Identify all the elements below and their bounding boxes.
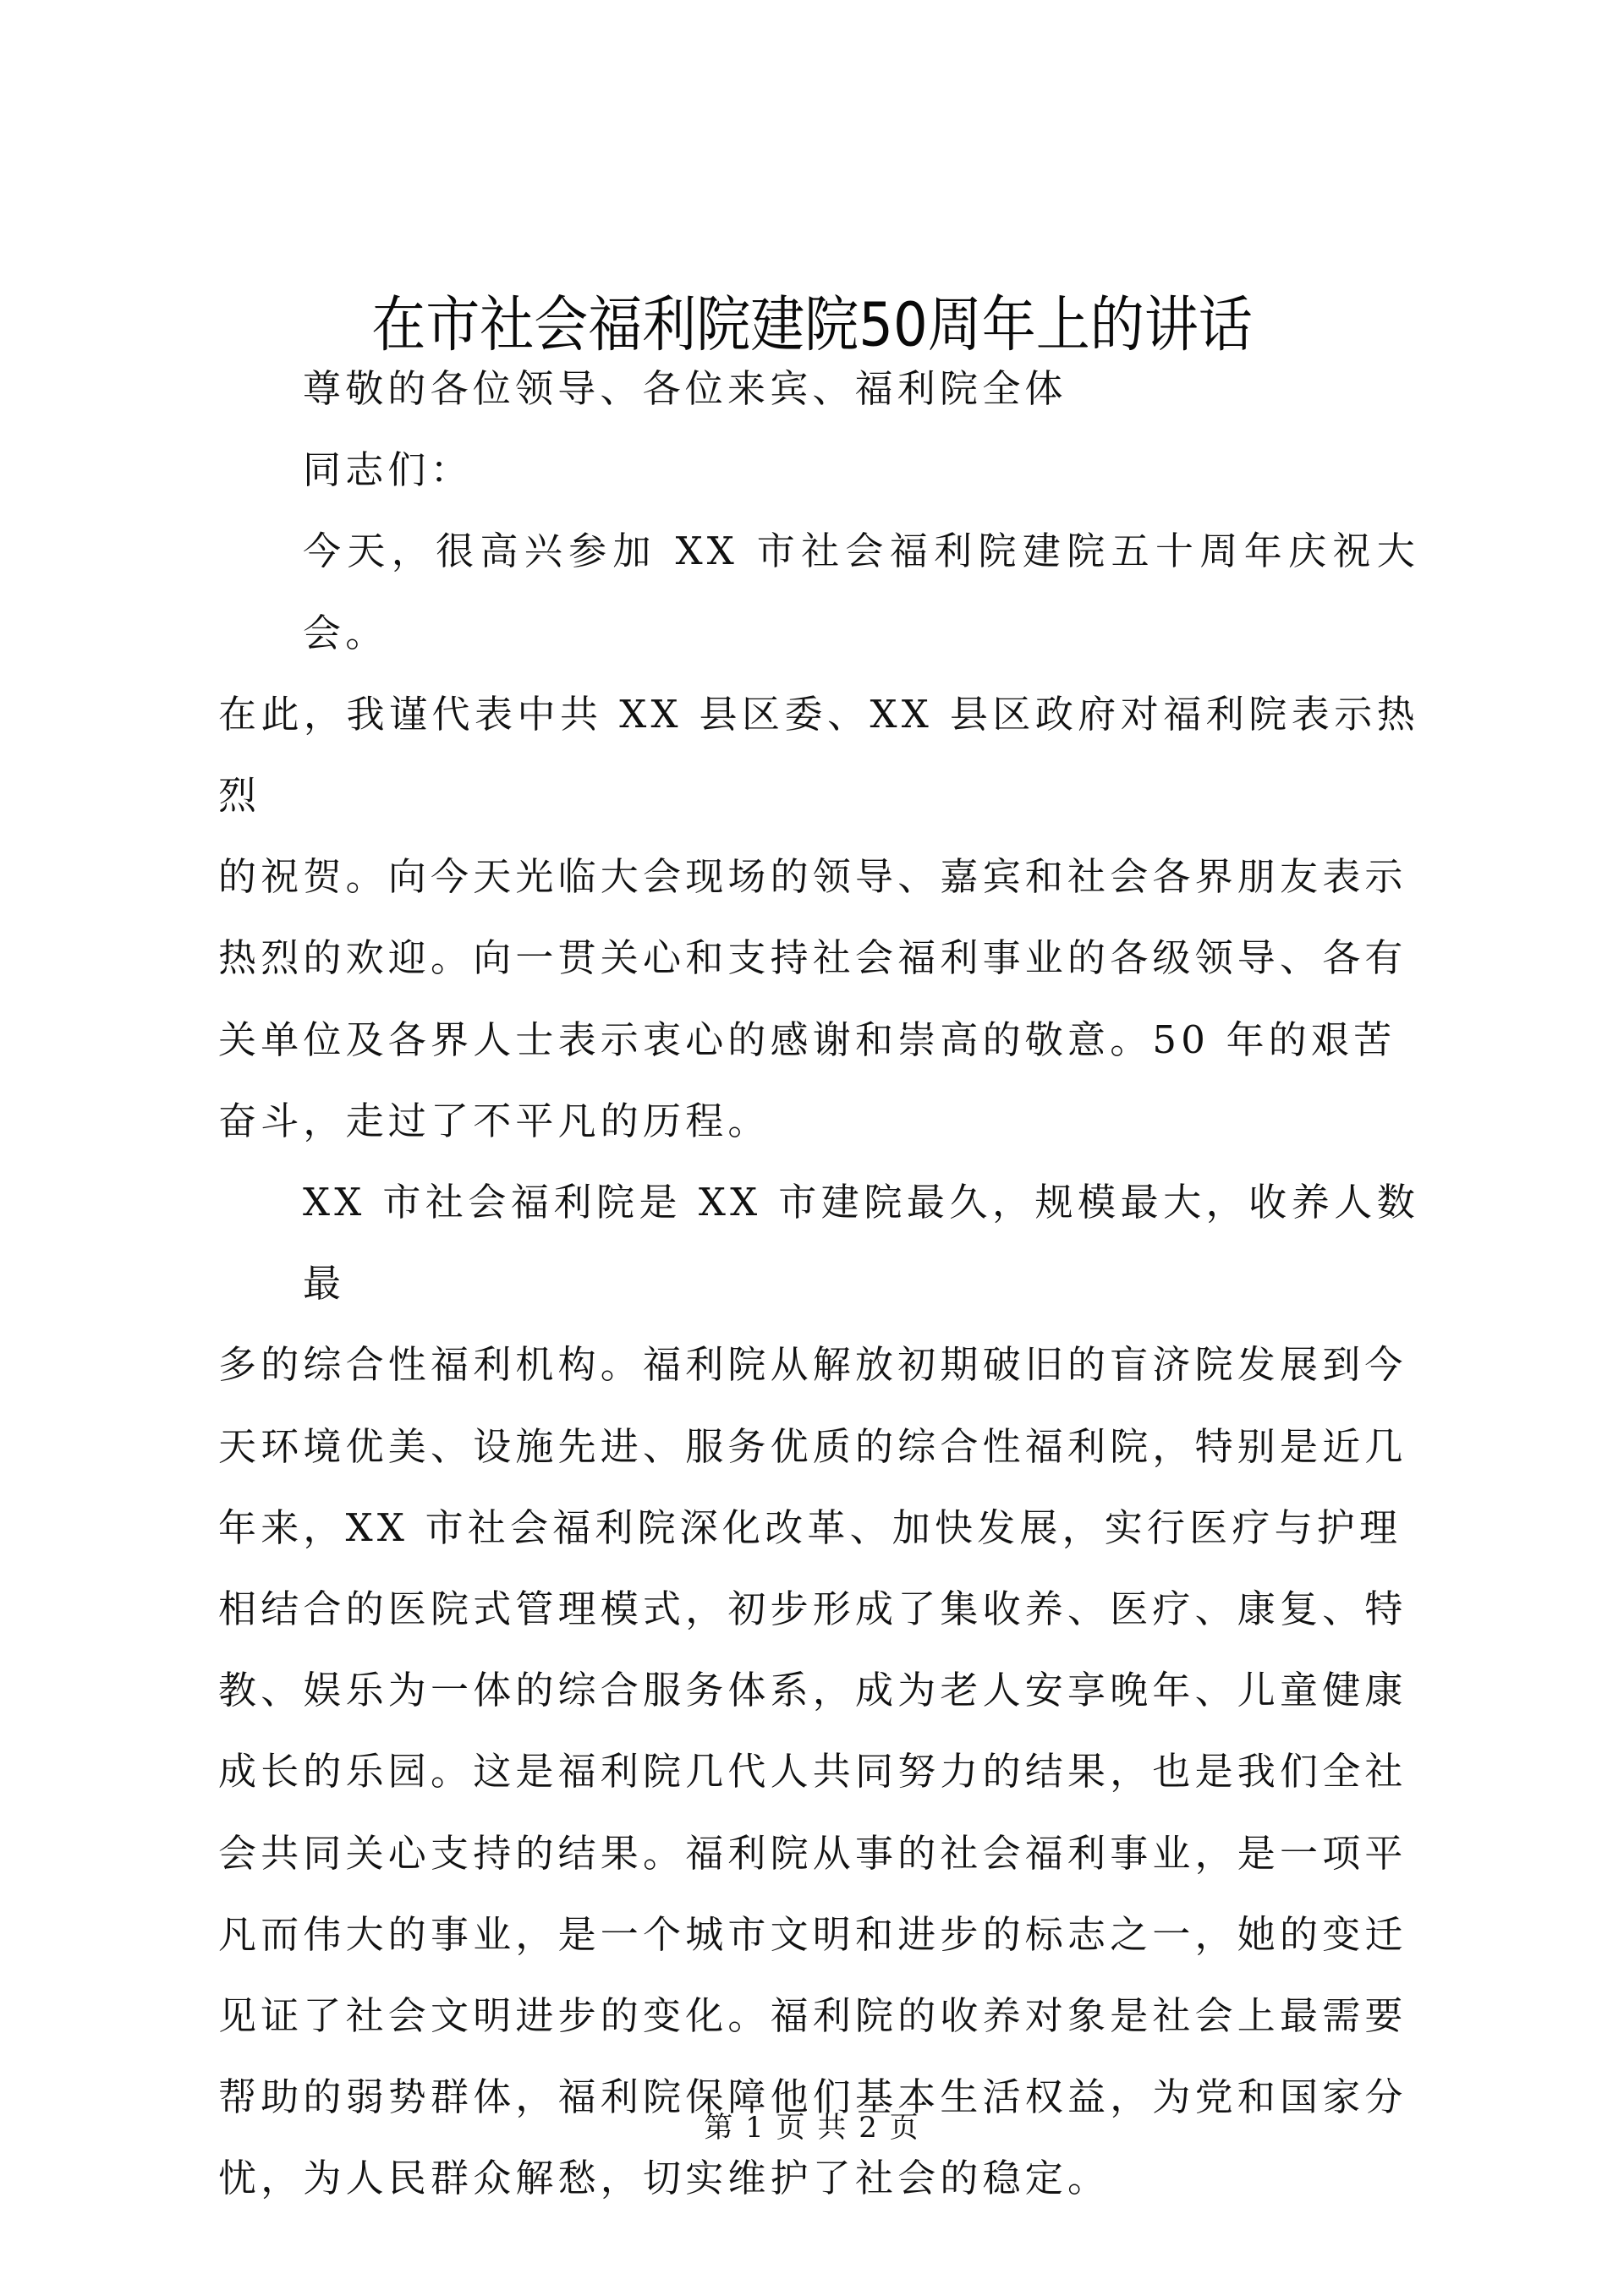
paragraph-line: 会共同关心支持的结果。福利院从事的社会福利事业，是一项平 <box>218 1830 1407 1876</box>
salutation-line-1: 尊敬的各位领导、各位来宾、福利院全体 <box>303 366 1067 411</box>
document-title: 在市社会福利院建院50周年上的讲话 <box>371 290 1253 361</box>
paragraph-line: 关单位及各界人士表示衷心的感谢和崇高的敬意。50 年的艰苦 <box>218 1016 1396 1062</box>
paragraph-line: 教、娱乐为一体的综合服务体系，成为老人安享晚年、儿童健康 <box>218 1668 1407 1713</box>
paragraph-2 <box>218 1162 1419 2220</box>
paragraph-line: 热烈的欢迎。向一贯关心和支持社会福利事业的各级领导、各有 <box>218 935 1407 981</box>
paragraph-line: 的祝贺。向今天光临大会现场的领导、嘉宾和社会各界朋友表示 <box>218 854 1407 900</box>
paragraph-line: 成长的乐园。这是福利院几代人共同努力的结果，也是我们全社 <box>218 1749 1407 1795</box>
paragraph-line: 在此，我谨代表中共 XX 县区委、XX 县区政府对福利院表示热烈 <box>218 691 1419 819</box>
paragraph-line: 帮助的弱势群体，福利院保障他们基本生活权益，为党和国家分 <box>218 2074 1407 2120</box>
salutation-line-2: 同志们： <box>303 447 473 493</box>
paragraph-line: XX 市社会福利院是 XX 市建院最久，规模最大，收养人数最 <box>303 1180 1419 1307</box>
paragraph-line: 天环境优美、设施先进、服务优质的综合性福利院，特别是近几 <box>218 1423 1407 1469</box>
paragraph-line: 凡而伟大的事业，是一个城市文明和进步的标志之一，她的变迁 <box>218 1911 1407 1957</box>
paragraph-line: 忧，为人民群众解愁，切实维护了社会的稳定。 <box>218 2156 1111 2201</box>
paragraph-line: 相结合的医院式管理模式，初步形成了集收养、医疗、康复、特 <box>218 1586 1407 1632</box>
page-number-footer: 第 1 页 共 2 页 <box>704 2111 920 2145</box>
document-body <box>218 348 1419 2220</box>
paragraph-line: 今天，很高兴参加 XX 市社会福利院建院五十周年庆祝大会。 <box>303 529 1419 655</box>
paragraph-line: 奋斗，走过了不平凡的历程。 <box>218 1098 771 1143</box>
paragraph-1 <box>218 511 1419 1162</box>
paragraph-line: 见证了社会文明进步的变化。福利院的收养对象是社会上最需要 <box>218 1993 1407 2039</box>
paragraph-line: 年来，XX 市社会福利院深化改革、加快发展，实行医疗与护理 <box>218 1504 1402 1550</box>
paragraph-line: 多的综合性福利机构。福利院从解放初期破旧的盲济院发展到今 <box>218 1342 1407 1388</box>
